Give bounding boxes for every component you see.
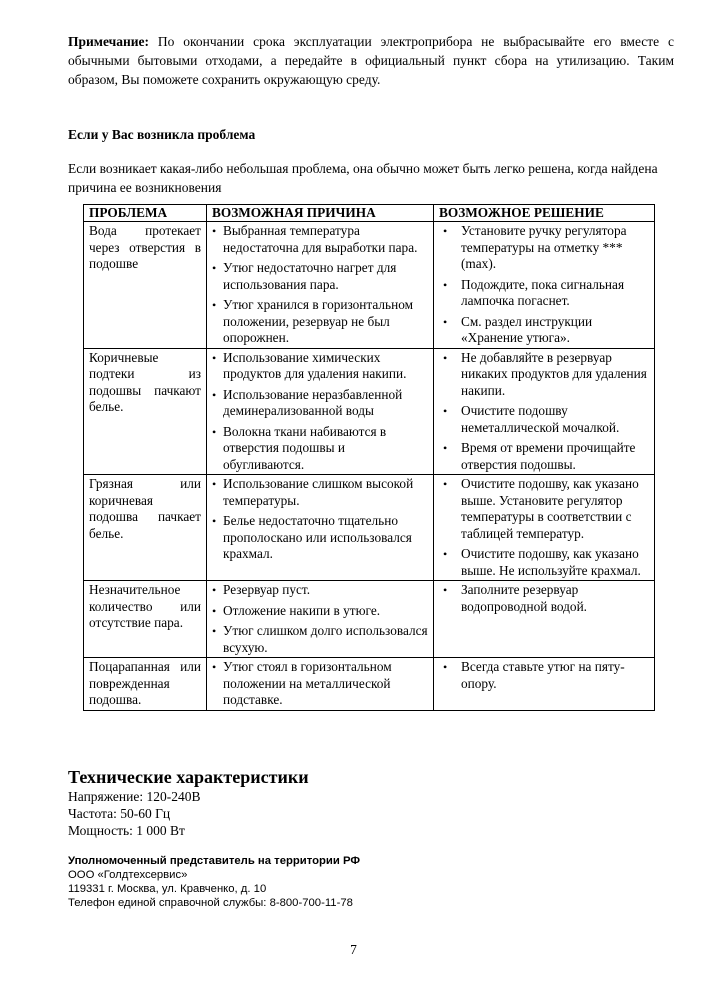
- cause-item-text: Резервуар пуст.: [223, 582, 311, 597]
- cause-item: [212, 659, 428, 709]
- solution-item: [439, 277, 649, 310]
- bullet-icon: •: [443, 277, 448, 292]
- cause-item-text: Белье недостаточно тщательно прополоскано или использовался крахмал.: [223, 513, 412, 561]
- cause-item: [212, 297, 428, 347]
- spec-voltage: Напряжение: 120-240В: [68, 789, 201, 804]
- document-body: [68, 32, 674, 197]
- cause-item-text: Выбранная температура недостаточна для выработки пара.: [223, 223, 418, 255]
- bullet-icon: •: [212, 583, 217, 597]
- specs-title: Технические характеристики: [68, 767, 309, 787]
- cause-item: [212, 350, 428, 383]
- cause-item-text: Утюг недостаточно нагрет для использования пара.: [223, 260, 397, 292]
- cause-cell: [207, 475, 434, 581]
- bullet-icon: •: [212, 298, 217, 312]
- solution-item-text: Подождите, пока сигнальная лампочка погаснет.: [461, 276, 625, 308]
- solution-item: [439, 476, 649, 542]
- cause-item-text: Волокна ткани набиваются в отверстия подошвы и обугливаются.: [223, 423, 387, 472]
- bullet-icon: •: [443, 477, 448, 491]
- bullet-icon: •: [443, 441, 448, 455]
- table-row: [84, 658, 655, 711]
- header-cause: ВОЗМОЖНАЯ ПРИЧИНА: [207, 205, 434, 222]
- note-text: По окончании срока эксплуатации электроприбора не выбрасывайте его вместе с обычными бытовыми отходами, а передайте в официальный пункт сбора на утилизацию. Таким образом, Вы поможете сохранить окружающую среду.: [68, 34, 674, 87]
- note-label: Примечание:: [68, 34, 150, 49]
- cause-item: [212, 223, 428, 256]
- problem-cell: Грязная или коричневая подошва пачкает белье.: [84, 475, 207, 581]
- solution-item-text: Очистите подошву, как указано выше. Не используйте крахмал.: [461, 546, 641, 578]
- cause-cell: [207, 581, 434, 658]
- solution-item-text: Заполните резервуар водопроводной водой.: [461, 582, 588, 614]
- solution-item-text: См. раздел инструкции «Хранение утюга».: [461, 313, 593, 345]
- bullet-icon: •: [443, 660, 448, 674]
- cause-item: [212, 623, 428, 656]
- bullet-icon: •: [212, 477, 217, 491]
- cause-item: [212, 476, 428, 509]
- cause-item-text: Использование неразбавленной деминерализованной воды: [223, 386, 403, 418]
- bullet-icon: •: [212, 514, 217, 528]
- cause-item: [212, 424, 428, 474]
- solution-cell: [434, 222, 655, 349]
- cause-item: [212, 260, 428, 293]
- solution-cell: [434, 658, 655, 711]
- cause-cell: [207, 222, 434, 349]
- spec-frequency: Частота: 50-60 Гц: [68, 806, 171, 821]
- bullet-icon: •: [443, 350, 448, 365]
- header-solution: ВОЗМОЖНОЕ РЕШЕНИЕ: [434, 205, 655, 222]
- bullet-icon: •: [212, 424, 217, 439]
- table-row: [84, 222, 655, 349]
- problem-cell: Поцарапанная или поврежденная подошва.: [84, 658, 207, 711]
- cause-cell: [207, 658, 434, 711]
- troubleshooting-heading: Если у Вас возникла проблема: [68, 127, 256, 142]
- solution-item: [439, 403, 649, 436]
- page-number: 7: [350, 942, 357, 957]
- bullet-icon: •: [443, 314, 448, 329]
- cause-item-text: Утюг стоял в горизонтальном положении на металлической подставке.: [223, 659, 392, 707]
- spec-power: Мощность: 1 000 Вт: [68, 823, 185, 838]
- solution-item-text: Очистите подошву, как указано выше. Установите регулятор температуры в соответствии с таблицей температур.: [461, 476, 639, 541]
- representative-address: 119331 г. Москва, ул. Кравченко, д. 10: [68, 883, 267, 895]
- bullet-icon: •: [443, 404, 448, 418]
- solution-item-text: Установите ручку регулятора температуры на отметку *** (max).: [461, 223, 627, 271]
- solution-cell: [434, 348, 655, 475]
- solution-item: [439, 659, 649, 692]
- problem-cell: Вода протекает через отверстия в подошве: [84, 222, 207, 349]
- cause-item-text: Утюг хранился в горизонтальном положении, резервуар не был опорожнен.: [223, 297, 414, 345]
- bullet-icon: •: [212, 603, 217, 618]
- solution-cell: [434, 475, 655, 581]
- solution-item-text: Время от времени прочищайте отверстия подошвы.: [461, 440, 636, 472]
- solution-item: [439, 350, 649, 400]
- representative-info: [68, 854, 360, 910]
- bullet-icon: •: [212, 261, 217, 275]
- table-row: [84, 475, 655, 581]
- solution-item-text: Очистите подошву неметаллической мочалкой.: [461, 403, 620, 435]
- solution-item-text: Всегда ставьте утюг на пяту-опору.: [461, 659, 625, 691]
- table-row: [84, 348, 655, 475]
- representative-title: Уполномоченный представитель на территории РФ: [68, 855, 360, 867]
- table-header-row: [84, 205, 655, 222]
- table-body: [84, 222, 655, 711]
- cause-item: [212, 582, 428, 599]
- bullet-icon: •: [212, 387, 217, 402]
- cause-cell: [207, 348, 434, 475]
- table-row: [84, 581, 655, 658]
- bullet-icon: •: [443, 547, 448, 561]
- cause-item-text: Утюг слишком долго использовался всухую.: [223, 623, 428, 655]
- troubleshooting-intro: Если возникает какая-либо небольшая проблема, она обычно может быть легко решена, когда найдена причина ее возникновения: [68, 161, 658, 195]
- bullet-icon: •: [443, 224, 448, 238]
- bullet-icon: •: [212, 350, 217, 365]
- problem-cell: Коричневые подтеки из подошвы пачкают белье.: [84, 348, 207, 475]
- solution-item: [439, 546, 649, 579]
- cause-item: [212, 387, 428, 420]
- bullet-icon: •: [212, 624, 217, 638]
- solution-cell: [434, 581, 655, 658]
- header-problem: ПРОБЛЕМА: [84, 205, 207, 222]
- cause-item-text: Использование химических продуктов для удаления накипи.: [223, 349, 407, 381]
- solution-item: [439, 582, 649, 615]
- solution-item: [439, 314, 649, 347]
- problem-cell: Незначительное количество или отсутствие пара.: [84, 581, 207, 658]
- disposal-note: [68, 32, 674, 89]
- representative-company: ООО «Голдтехсервис»: [68, 869, 188, 881]
- cause-item: [212, 603, 428, 620]
- cause-item-text: Использование слишком высокой температуры.: [223, 476, 414, 508]
- solution-item: [439, 223, 649, 273]
- bullet-icon: •: [443, 583, 448, 597]
- solution-item-text: Не добавляйте в резервуар никаких продуктов для удаления накипи.: [461, 349, 647, 398]
- representative-phone: Телефон единой справочной службы: 8-800-700-11-78: [68, 897, 353, 909]
- cause-item: [212, 513, 428, 563]
- technical-specs: [68, 766, 309, 839]
- troubleshooting-table: [83, 204, 655, 711]
- cause-item-text: Отложение накипи в утюге.: [223, 602, 381, 618]
- bullet-icon: •: [212, 224, 217, 238]
- bullet-icon: •: [212, 660, 217, 674]
- solution-item: [439, 440, 649, 473]
